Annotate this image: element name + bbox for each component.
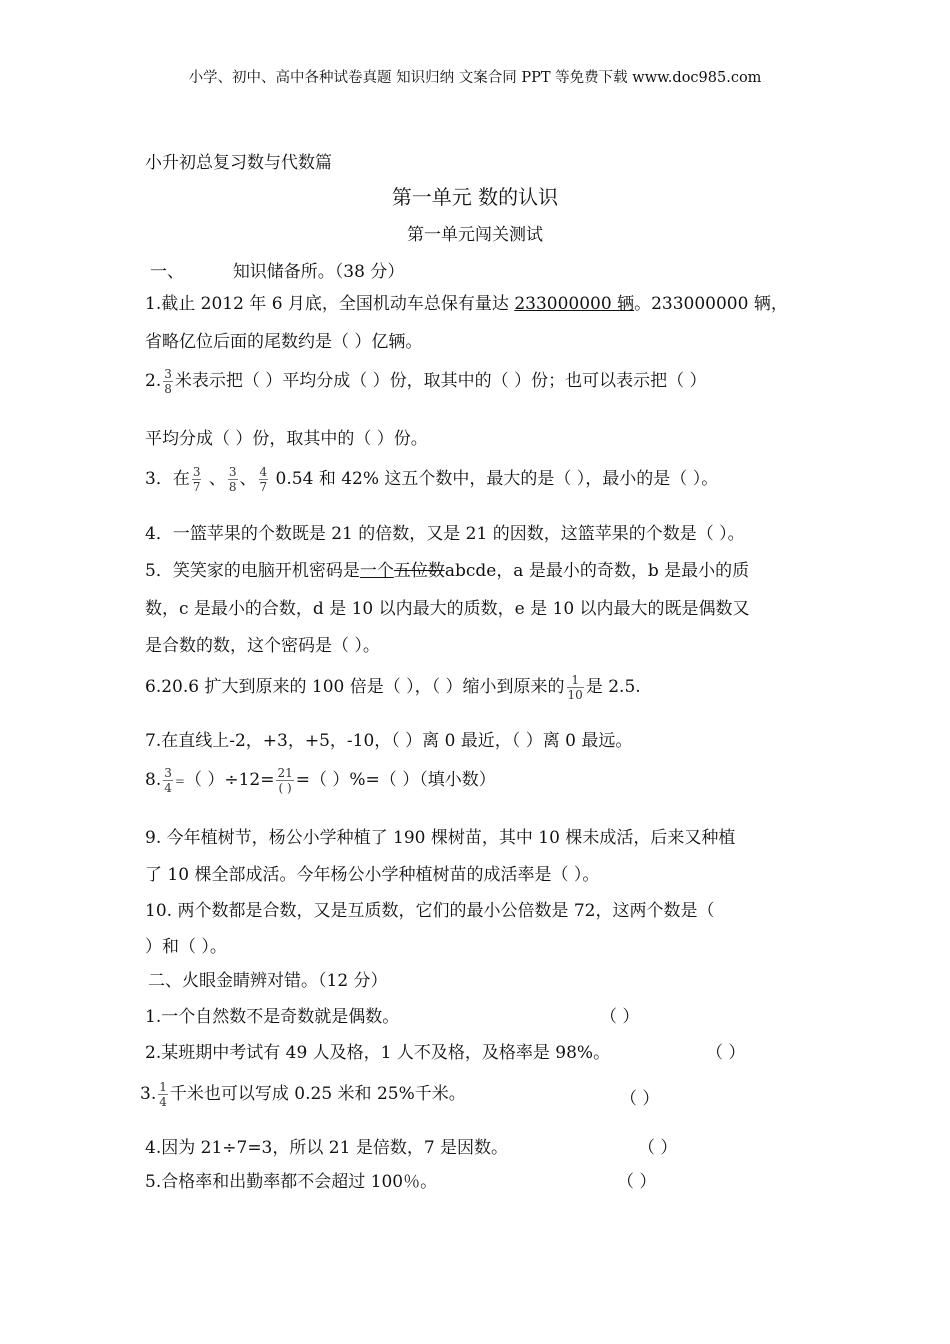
question-2-line-2: 平均分成（ ）份，取其中的（ ）份。 [145,429,428,449]
tf-item-4: 4.因为 21÷7=3，所以 21 是倍数，7 是因数。 [145,1138,509,1158]
tf-item-1: 1.一个自然数不是奇数就是偶数。 [145,1007,400,1027]
question-7: 7.在直线上-2，+3，+5，-10，（ ）离 0 最近，（ ）离 0 最远。 [145,731,633,751]
underlined-figure: 233000000 辆 [514,294,635,314]
tf-answer-4: （ ） [638,1138,678,1158]
question-9-line-2: 了 10 棵全部成活。今年杨公小学种植树苗的成活率是（ ）。 [145,865,600,885]
question-6: 6.20.6 扩大到原来的 100 倍是（ ），（ ）缩小到原来的 $\frac{1}{10}$ 是 2.5. [145,673,641,702]
question-4: 4．一篮苹果的个数既是 21 的倍数，又是 21 的因数，这篮苹果的个数是（ ）。 [145,524,745,544]
fraction-1-4: $\frac{1}{4}$ [159,1080,167,1109]
section-1-title: 知识储备所。（38 分） [232,262,405,282]
tf-item-2: 2.某班期中考试有 49 人及格，1 人不及格，及格率是 98%。 [145,1043,611,1063]
page-header: 小学、初中、高中各种试卷真题 知识归纳 文案合同 PPT 等免费下载 www.doc985.com [188,70,762,86]
question-10-line-1: 10. 两个数都是合数，又是互质数，它们的最小公倍数是 72，这两个数是（ [145,901,715,921]
question-9-line-1: 9. 今年植树节，杨公小学种植了 190 棵树苗，其中 10 棵未成活，后来又种植 [145,828,736,848]
document-subject: 小升初总复习数与代数篇 [145,153,332,173]
question-8: 8. $\frac{3}{4}$ =（ ）÷12= $\frac{21}{( )}$ =（ ）%=（ ）（填小数） [145,766,496,795]
question-5-line-3: 是合数的数，这个密码是（ ）。 [145,636,380,656]
struck-text: 五位数 [393,561,445,581]
fraction-4-7: $\frac{4}{7}$ [259,465,268,494]
tf-item-3: 3. $\frac{1}{4}$ 千米也可以写成 0.25 米和 25%千米。 [140,1080,466,1109]
fraction-21-blank: $\frac{21}{( )}$ [277,766,293,795]
question-5-line-2: 数，c 是最小的合数，d 是 10 以内最大的质数，e 是 10 以内最大的既是偶数又 [145,599,750,619]
unit-title: 第一单元 数的认识 [391,185,559,209]
section-1-heading [150,257,404,282]
question-2-line-1: 2. $\frac{3}{8}$ 米表示把（ ）平均分成（ ）份，取其中的（ ）份；也可以表示把（ ） [145,367,707,396]
tf-answer-1: （ ） [600,1007,640,1027]
fraction-3-4: $\frac{3}{4}$ [164,766,172,795]
section-1-number: 一、 [150,262,184,282]
fraction-3-7: $\frac{3}{7}$ [192,465,201,494]
section-2-heading: 二、火眼金睛辨对错。（12 分） [148,971,388,991]
fraction-3-8: $\frac{3}{8}$ [164,367,172,396]
tf-answer-5: （ ） [617,1172,657,1192]
question-1-line-1: 1.截止 2012 年 6 月底，全国机动车总保有量达 233000000 辆。233000000 辆， [145,294,788,314]
question-3: 3．在 $\frac{3}{7}$ 、 $\frac{3}{8}$ 、 $\frac{4}{7}$ 0.54 和 42% 这五个数中，最大的是（ ），最小的是（ ）。 [145,465,719,494]
tf-answer-2: （ ） [706,1043,746,1063]
tf-answer-3: （ ） [620,1089,660,1109]
question-10-line-2: ）和（ ）。 [145,937,227,957]
fraction-1-10: $\frac{1}{10}$ [567,673,583,702]
question-1-line-2: 省略亿位后面的尾数约是（ ）亿辆。 [145,332,423,352]
question-5-line-1: 5．笑笑家的电脑开机密码是一个五位数abcde，a 是最小的奇数，b 是最小的质 [145,561,750,581]
tf-item-5: 5.合格率和出勤率都不会超过 100％。 [145,1172,438,1192]
fraction-3-8: $\frac{3}{8}$ [228,465,237,494]
unit-subtitle: 第一单元闯关测试 [407,225,543,245]
